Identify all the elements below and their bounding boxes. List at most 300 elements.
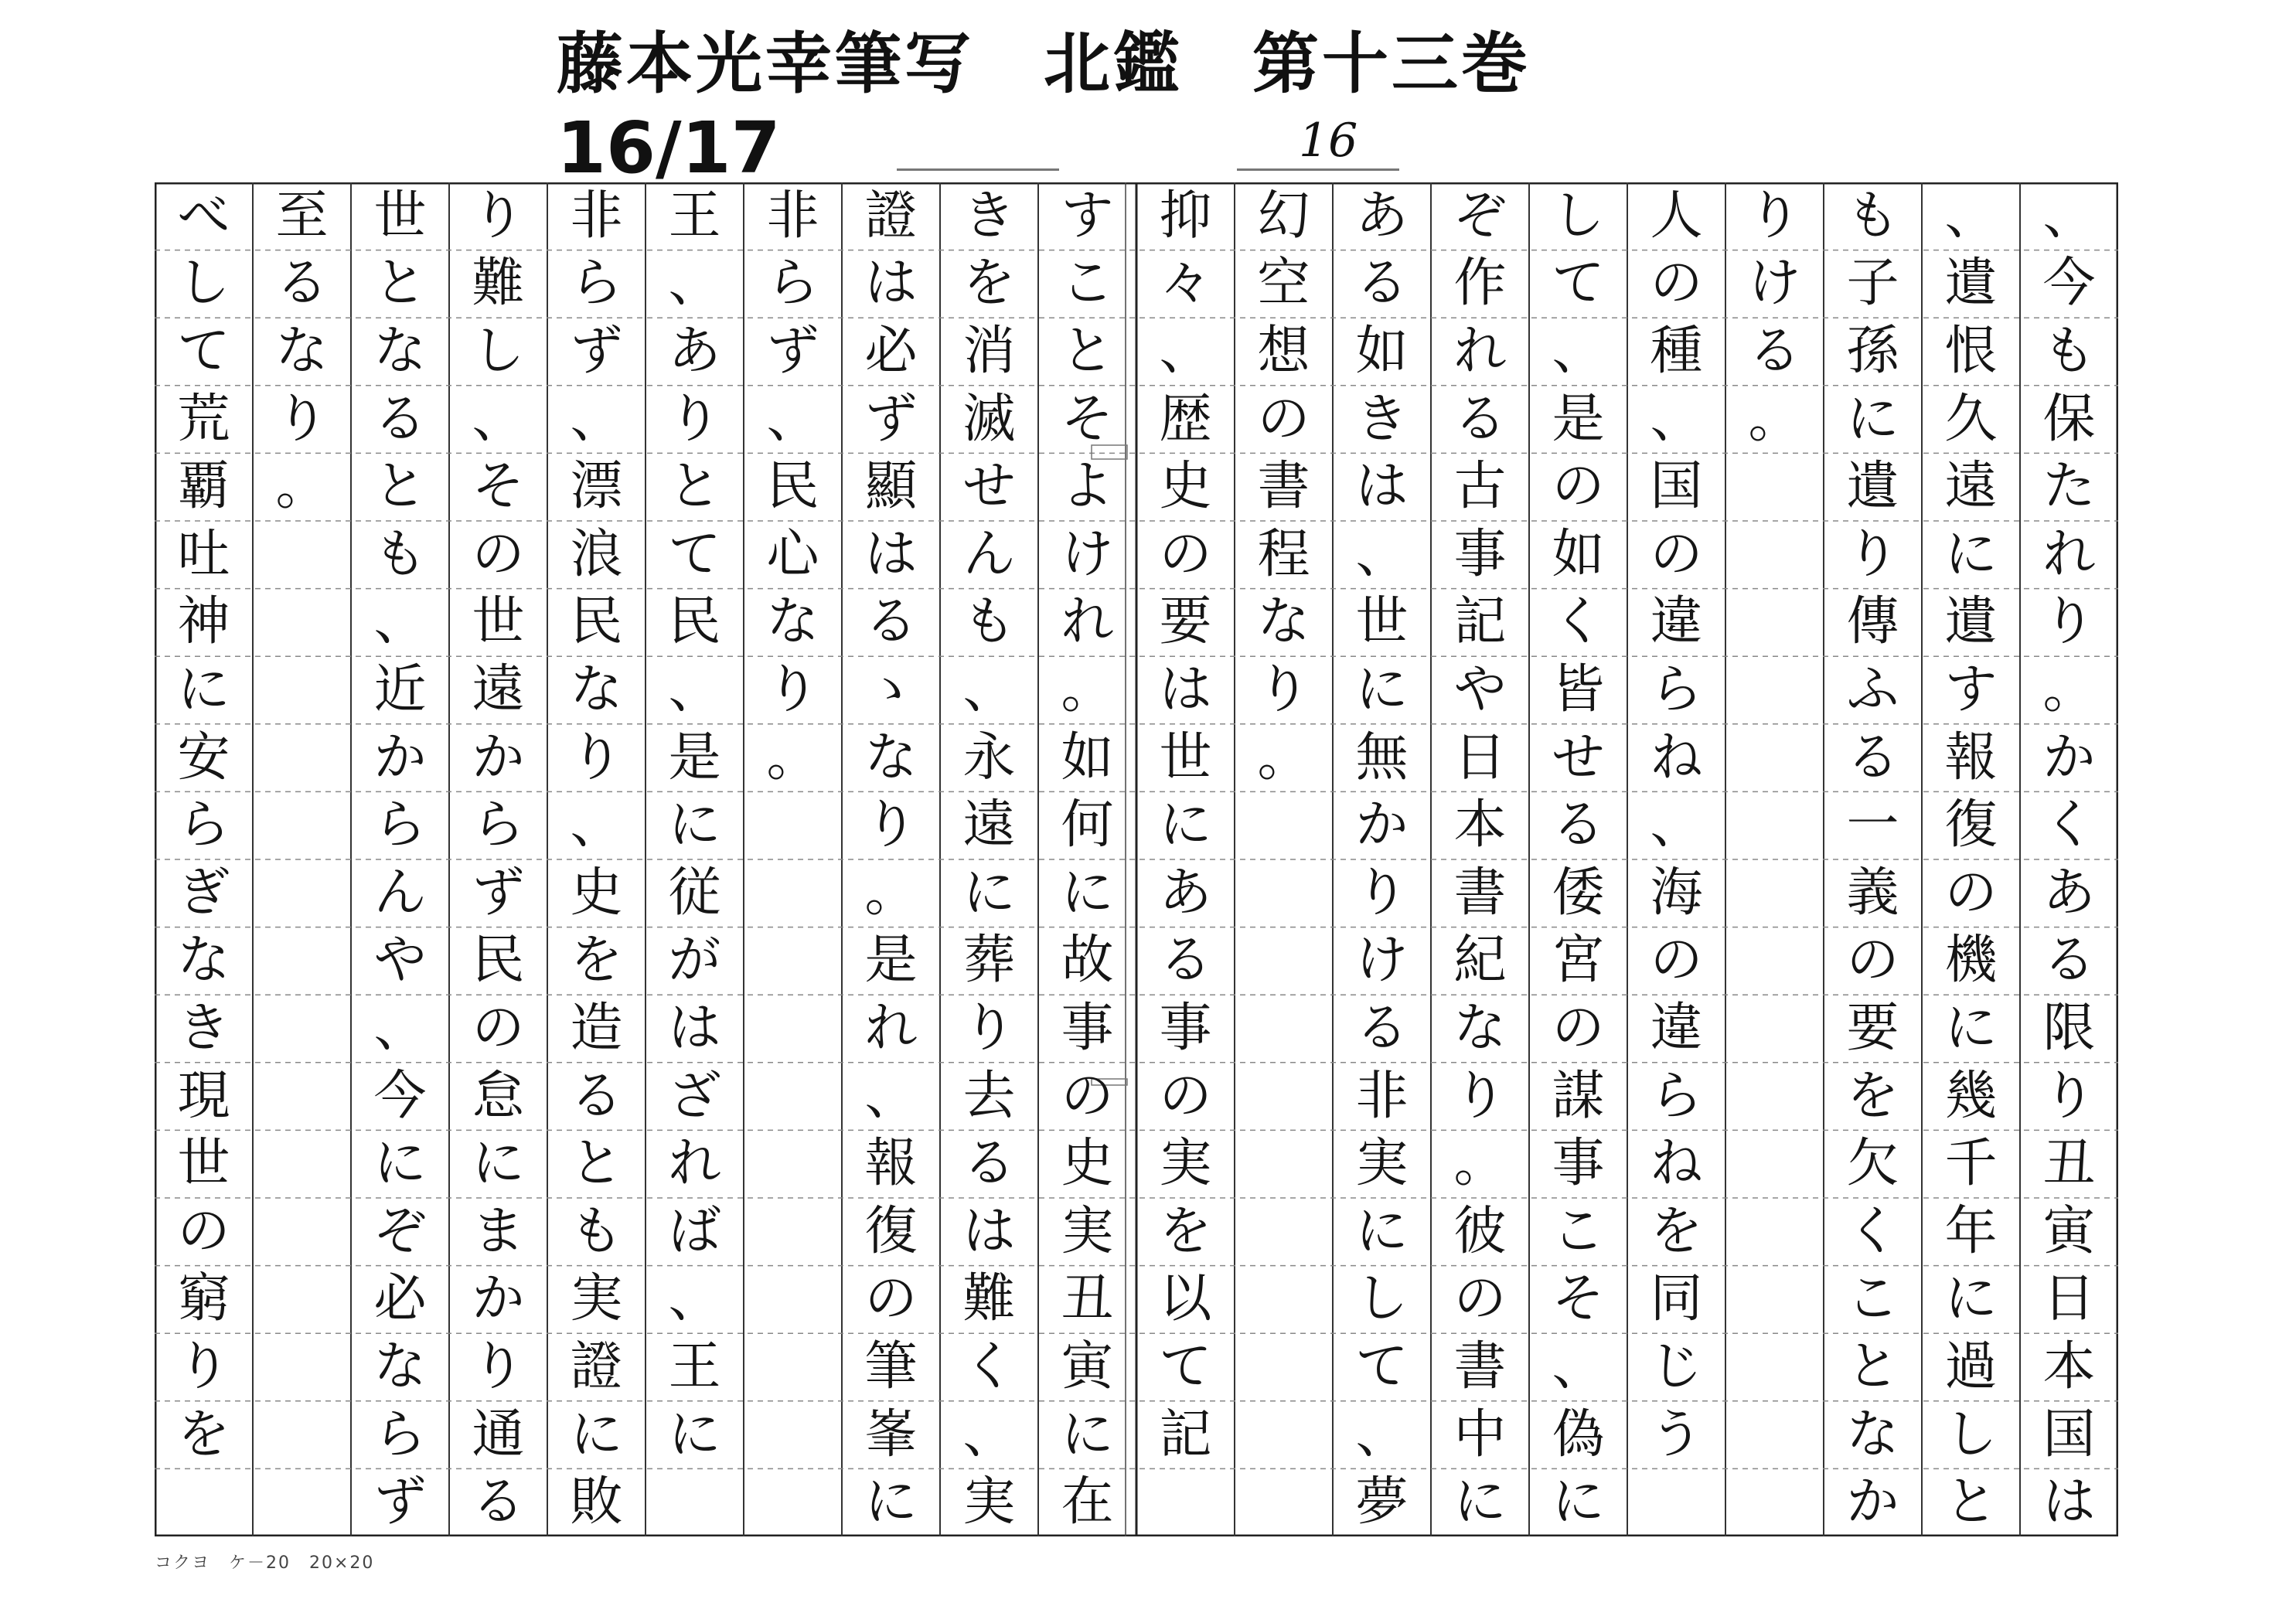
manuscript-cell: も bbox=[2042, 320, 2096, 382]
manuscript-cell: れ bbox=[1453, 320, 1507, 382]
manuscript-cell: り bbox=[472, 1335, 525, 1397]
manuscript-cell: 、 bbox=[668, 1268, 721, 1330]
manuscript-cell: か bbox=[472, 1268, 525, 1330]
manuscript-cell: か bbox=[373, 726, 427, 788]
manuscript-cell: の bbox=[472, 997, 525, 1059]
manuscript-cell: 何 bbox=[1061, 794, 1114, 856]
manuscript-cell: る bbox=[962, 1133, 1016, 1195]
manuscript-cell: 世 bbox=[1159, 726, 1212, 788]
pen-underline-right bbox=[1237, 168, 1399, 171]
manuscript-cell: 紀 bbox=[1453, 930, 1507, 992]
manuscript-cell: 本 bbox=[1453, 794, 1507, 856]
manuscript-cell: ら bbox=[373, 1404, 427, 1465]
manuscript-cell: な bbox=[864, 726, 918, 788]
manuscript-cell: ず bbox=[864, 388, 918, 450]
manuscript-cell: に bbox=[1355, 658, 1409, 720]
manuscript-cell: と bbox=[668, 456, 721, 518]
manuscript-cell: く bbox=[962, 1335, 1016, 1397]
manuscript-cell: 倭 bbox=[1552, 862, 1605, 924]
manuscript-cell: け bbox=[1061, 523, 1114, 585]
manuscript-cell: 民 bbox=[668, 591, 721, 653]
manuscript-cell: 、 bbox=[1944, 185, 1998, 247]
manuscript-cell: 歴 bbox=[1159, 388, 1212, 450]
manuscript-cell: す bbox=[1061, 185, 1114, 247]
manuscript-cell: 心 bbox=[766, 523, 819, 585]
manuscript-cell: な bbox=[275, 320, 329, 382]
manuscript-cell: ん bbox=[373, 862, 427, 924]
manuscript-cell: 抑 bbox=[1159, 185, 1212, 247]
manuscript-cell: 謀 bbox=[1552, 1065, 1605, 1127]
manuscript-cell: 、 bbox=[373, 591, 427, 653]
manuscript-cell: あ bbox=[1355, 185, 1409, 247]
manuscript-cell: れ bbox=[668, 1133, 721, 1195]
manuscript-column bbox=[940, 182, 1038, 1536]
manuscript-cell: と bbox=[570, 1133, 623, 1195]
manuscript-cell: な bbox=[1453, 997, 1507, 1059]
manuscript-cell: て bbox=[668, 523, 721, 585]
manuscript-cell: 同 bbox=[1650, 1268, 1703, 1330]
manuscript-cell: 実 bbox=[1159, 1133, 1212, 1195]
manuscript-cell: 遠 bbox=[472, 658, 525, 720]
manuscript-cell: 難 bbox=[472, 253, 525, 315]
manuscript-cell: 今 bbox=[373, 1065, 427, 1127]
manuscript-column bbox=[2020, 182, 2118, 1536]
manuscript-cell: を bbox=[177, 1404, 230, 1465]
manuscript-cell: に bbox=[1552, 1472, 1605, 1533]
manuscript-cell: 、 bbox=[373, 997, 427, 1059]
manuscript-cell: 神 bbox=[177, 591, 230, 653]
manuscript-cell: 報 bbox=[1944, 726, 1998, 788]
manuscript-cell: し bbox=[177, 253, 230, 315]
manuscript-cell: り bbox=[570, 726, 623, 788]
manuscript-cell: し bbox=[1355, 1268, 1409, 1330]
manuscript-column bbox=[155, 182, 253, 1536]
manuscript-cell: ぞ bbox=[373, 1200, 427, 1262]
manuscript-cell: る bbox=[864, 591, 918, 653]
manuscript-cell: 造 bbox=[570, 997, 623, 1059]
manuscript-cell: る bbox=[472, 1472, 525, 1533]
manuscript-cell: り bbox=[177, 1335, 230, 1397]
manuscript-cell: は bbox=[864, 523, 918, 585]
manuscript-cell: な bbox=[1257, 591, 1310, 653]
manuscript-cell: 保 bbox=[2042, 388, 2096, 450]
manuscript-cell: り bbox=[275, 388, 329, 450]
manuscript-cell: に bbox=[1944, 523, 1998, 585]
manuscript-cell: 遠 bbox=[1944, 456, 1998, 518]
manuscript-cell: り bbox=[1748, 185, 1801, 247]
manuscript-cell: 、 bbox=[570, 794, 623, 856]
manuscript-cell: 空 bbox=[1257, 253, 1310, 315]
manuscript-cell: る bbox=[2042, 930, 2096, 992]
manuscript-cell: き bbox=[962, 185, 1016, 247]
manuscript-cell: ら bbox=[1650, 658, 1703, 720]
manuscript-cell: る bbox=[1355, 253, 1409, 315]
manuscript-cell: 丑 bbox=[1061, 1268, 1114, 1330]
manuscript-cell: 記 bbox=[1453, 591, 1507, 653]
manuscript-cell: ず bbox=[570, 320, 623, 382]
manuscript-cell: す bbox=[1944, 658, 1998, 720]
manuscript-cell: は bbox=[2042, 1472, 2096, 1533]
manuscript-cell: 種 bbox=[1650, 320, 1703, 382]
manuscript-cell: 人 bbox=[1650, 185, 1703, 247]
manuscript-cell: ぎ bbox=[177, 862, 230, 924]
manuscript-cell: に bbox=[1061, 862, 1114, 924]
manuscript-column bbox=[1824, 182, 1922, 1536]
manuscript-cell: 王 bbox=[668, 185, 721, 247]
manuscript-cell: き bbox=[1355, 388, 1409, 450]
manuscript-cell: 。 bbox=[275, 456, 329, 518]
manuscript-cell: 実 bbox=[570, 1268, 623, 1330]
manuscript-cell: け bbox=[1355, 930, 1409, 992]
manuscript-cell: 漂 bbox=[570, 456, 623, 518]
manuscript-cell: 葬 bbox=[962, 930, 1016, 992]
manuscript-cell: て bbox=[1159, 1335, 1212, 1397]
manuscript-cell: ず bbox=[472, 862, 525, 924]
manuscript-cell: 、 bbox=[1552, 320, 1605, 382]
manuscript-column bbox=[1529, 182, 1627, 1536]
manuscript-cell: に bbox=[570, 1404, 623, 1465]
manuscript-column bbox=[1136, 182, 1235, 1536]
manuscript-cell: け bbox=[1748, 253, 1801, 315]
manuscript-cell: り bbox=[472, 185, 525, 247]
manuscript-cell: 、 bbox=[1355, 523, 1409, 585]
page-number: 16/17 bbox=[557, 107, 781, 189]
manuscript-cell: る bbox=[275, 253, 329, 315]
manuscript-cell: 覇 bbox=[177, 456, 230, 518]
manuscript-cell: の bbox=[864, 1268, 918, 1330]
manuscript-cell: る bbox=[373, 388, 427, 450]
manuscript-cell: 必 bbox=[373, 1268, 427, 1330]
manuscript-cell: は bbox=[962, 1200, 1016, 1262]
manuscript-cell: 偽 bbox=[1552, 1404, 1605, 1465]
manuscript-cell: 吐 bbox=[177, 523, 230, 585]
manuscript-cell: 記 bbox=[1159, 1404, 1212, 1465]
manuscript-cell: 無 bbox=[1355, 726, 1409, 788]
manuscript-column bbox=[1333, 182, 1431, 1536]
manuscript-cell: に bbox=[668, 1404, 721, 1465]
manuscript-cell: な bbox=[373, 1335, 427, 1397]
manuscript-cell: 筆 bbox=[864, 1335, 918, 1397]
manuscript-cell: 窮 bbox=[177, 1268, 230, 1330]
manuscript-cell: 事 bbox=[1552, 1133, 1605, 1195]
manuscript-cell: 遺 bbox=[1944, 591, 1998, 653]
manuscript-cell: と bbox=[1944, 1472, 1998, 1533]
manuscript-column bbox=[646, 182, 744, 1536]
manuscript-cell: り bbox=[668, 388, 721, 450]
manuscript-cell: 事 bbox=[1159, 997, 1212, 1059]
manuscript-cell: せ bbox=[962, 456, 1016, 518]
manuscript-cell: せ bbox=[1552, 726, 1605, 788]
manuscript-cell: 限 bbox=[2042, 997, 2096, 1059]
manuscript-cell: 峯 bbox=[864, 1404, 918, 1465]
manuscript-column bbox=[744, 182, 842, 1536]
manuscript-cell: 、 bbox=[668, 658, 721, 720]
manuscript-cell: 程 bbox=[1257, 523, 1310, 585]
manuscript-cell: 在 bbox=[1061, 1472, 1114, 1533]
manuscript-cell: る bbox=[1552, 794, 1605, 856]
manuscript-cell: 実 bbox=[962, 1472, 1016, 1533]
manuscript-cell: 世 bbox=[177, 1133, 230, 1195]
manuscript-cell: な bbox=[766, 591, 819, 653]
manuscript-cell: り bbox=[2042, 591, 2096, 653]
manuscript-cell: 民 bbox=[472, 930, 525, 992]
manuscript-cell: 想 bbox=[1257, 320, 1310, 382]
manuscript-cell: の bbox=[1650, 253, 1703, 315]
manuscript-cell: 遺 bbox=[1846, 456, 1899, 518]
manuscript-cell: し bbox=[1552, 185, 1605, 247]
manuscript-cell: き bbox=[177, 997, 230, 1059]
manuscript-cell: れ bbox=[1061, 591, 1114, 653]
manuscript-cell: に bbox=[1944, 1268, 1998, 1330]
manuscript-cell: の bbox=[1944, 862, 1998, 924]
manuscript-cell: 、 bbox=[1552, 1335, 1605, 1397]
manuscript-column bbox=[1627, 182, 1725, 1536]
page-title: 藤本光幸筆写 北鑑 第十三巻 bbox=[557, 26, 1531, 103]
manuscript-cell: か bbox=[2042, 726, 2096, 788]
manuscript-cell: 書 bbox=[1453, 1335, 1507, 1397]
manuscript-cell: 書 bbox=[1257, 456, 1310, 518]
manuscript-cell: に bbox=[177, 658, 230, 720]
manuscript-cell: 本 bbox=[2042, 1335, 2096, 1397]
manuscript-cell: の bbox=[1061, 1065, 1114, 1127]
manuscript-cell: れ bbox=[2042, 523, 2096, 585]
manuscript-cell: や bbox=[373, 930, 427, 992]
manuscript-cell: と bbox=[373, 456, 427, 518]
manuscript-cell: 非 bbox=[766, 185, 819, 247]
manuscript-cell: 要 bbox=[1159, 591, 1212, 653]
manuscript-cell: 国 bbox=[1650, 456, 1703, 518]
manuscript-cell: 、 bbox=[668, 253, 721, 315]
manuscript-cell: 丑 bbox=[2042, 1133, 2096, 1195]
manuscript-cell: と bbox=[1061, 320, 1114, 382]
manuscript-cell: を bbox=[1159, 1200, 1212, 1262]
manuscript-cell: る bbox=[570, 1065, 623, 1127]
manuscript-cell: 王 bbox=[668, 1335, 721, 1397]
manuscript-cell: ざ bbox=[668, 1065, 721, 1127]
manuscript-cell: の bbox=[1159, 523, 1212, 585]
manuscript-cell: の bbox=[1257, 388, 1310, 450]
manuscript-cell: 。 bbox=[864, 862, 918, 924]
manuscript-cell: 如 bbox=[1552, 523, 1605, 585]
manuscript-cell: 、 bbox=[1650, 794, 1703, 856]
manuscript-cell: 彼 bbox=[1453, 1200, 1507, 1262]
manuscript-cell: く bbox=[2042, 794, 2096, 856]
manuscript-cell: 恨 bbox=[1944, 320, 1998, 382]
manuscript-cell: 幻 bbox=[1257, 185, 1310, 247]
manuscript-column bbox=[449, 182, 547, 1536]
manuscript-cell: 、 bbox=[962, 1404, 1016, 1465]
manuscript-cell: る bbox=[1355, 997, 1409, 1059]
manuscript-cell: 去 bbox=[962, 1065, 1016, 1127]
manuscript-cell: 、 bbox=[570, 388, 623, 450]
manuscript-cell: も bbox=[570, 1200, 623, 1262]
manuscript-cell: し bbox=[472, 320, 525, 382]
manuscript-cell: も bbox=[1846, 185, 1899, 247]
manuscript-cell: 年 bbox=[1944, 1200, 1998, 1262]
manuscript-cell: 幾 bbox=[1944, 1065, 1998, 1127]
manuscript-cell: に bbox=[962, 862, 1016, 924]
manuscript-cell: 海 bbox=[1650, 862, 1703, 924]
manuscript-cell: あ bbox=[668, 320, 721, 382]
manuscript-cell: よ bbox=[1061, 456, 1114, 518]
manuscript-cell: 必 bbox=[864, 320, 918, 382]
manuscript-cell: を bbox=[1846, 1065, 1899, 1127]
manuscript-cell: 、 bbox=[472, 388, 525, 450]
manuscript-cell: く bbox=[1846, 1200, 1899, 1262]
manuscript-cell: 報 bbox=[864, 1133, 918, 1195]
manuscript-cell: 従 bbox=[668, 862, 721, 924]
manuscript-cell: ぞ bbox=[1453, 185, 1507, 247]
manuscript-cell: 事 bbox=[1453, 523, 1507, 585]
manuscript-cell: な bbox=[177, 930, 230, 992]
manuscript-cell: ら bbox=[766, 253, 819, 315]
manuscript-cell: 過 bbox=[1944, 1335, 1998, 1397]
manuscript-column bbox=[1922, 182, 2020, 1536]
manuscript-cell: ふ bbox=[1846, 658, 1899, 720]
manuscript-cell: の bbox=[1650, 523, 1703, 585]
manuscript-cell: 千 bbox=[1944, 1133, 1998, 1195]
manuscript-cell: 、 bbox=[766, 388, 819, 450]
manuscript-cell: を bbox=[570, 930, 623, 992]
manuscript-cell: 復 bbox=[1944, 794, 1998, 856]
manuscript-cell: な bbox=[1846, 1404, 1899, 1465]
manuscript-column bbox=[1038, 182, 1136, 1536]
manuscript-cell: 々 bbox=[1159, 253, 1212, 315]
manuscript-cell: 違 bbox=[1650, 997, 1703, 1059]
manuscript-cell: 、 bbox=[864, 1065, 918, 1127]
manuscript-cell: に bbox=[864, 1472, 918, 1533]
manuscript-cell: 国 bbox=[2042, 1404, 2096, 1465]
manuscript-cell: 遠 bbox=[962, 794, 1016, 856]
manuscript-cell: も bbox=[373, 523, 427, 585]
manuscript-cell: ゝ bbox=[864, 658, 918, 720]
manuscript-cell: 永 bbox=[962, 726, 1016, 788]
manuscript-cell: の bbox=[1453, 1268, 1507, 1330]
manuscript-cell: 寅 bbox=[2042, 1200, 2096, 1262]
manuscript-cell: 遺 bbox=[1944, 253, 1998, 315]
manuscript-cell: の bbox=[1552, 456, 1605, 518]
manuscript-cell: 日 bbox=[1453, 726, 1507, 788]
manuscript-cell: く bbox=[1552, 591, 1605, 653]
manuscript-cell: じ bbox=[1650, 1335, 1703, 1397]
manuscript-cell: の bbox=[1650, 930, 1703, 992]
manuscript-cell: 孫 bbox=[1846, 320, 1899, 382]
manuscript-cell: 要 bbox=[1846, 997, 1899, 1059]
manuscript-cell: の bbox=[472, 523, 525, 585]
manuscript-cell: り bbox=[1846, 523, 1899, 585]
manuscript-cell: 復 bbox=[864, 1200, 918, 1262]
manuscript-cell: 世 bbox=[1355, 591, 1409, 653]
manuscript-cell: 。 bbox=[1257, 726, 1310, 788]
manuscript-column bbox=[253, 182, 351, 1536]
manuscript-cell: 史 bbox=[1061, 1133, 1114, 1195]
manuscript-cell: 傳 bbox=[1846, 591, 1899, 653]
manuscript-cell: か bbox=[1355, 794, 1409, 856]
manuscript-cell: こ bbox=[1061, 253, 1114, 315]
manuscript-cell: 。 bbox=[1453, 1133, 1507, 1195]
manuscript-cell: 是 bbox=[864, 930, 918, 992]
manuscript-cell: 書 bbox=[1453, 862, 1507, 924]
manuscript-cell: れ bbox=[864, 997, 918, 1059]
manuscript-cell: り bbox=[1257, 658, 1310, 720]
pen-underline bbox=[897, 168, 1059, 171]
paper-form-label: コクヨ ケ－20 20×20 bbox=[155, 1553, 375, 1573]
manuscript-column bbox=[547, 182, 646, 1536]
manuscript-cell: る bbox=[1453, 388, 1507, 450]
manuscript-cell: 現 bbox=[177, 1065, 230, 1127]
manuscript-cell: 安 bbox=[177, 726, 230, 788]
manuscript-cell: の bbox=[1159, 1065, 1212, 1127]
manuscript-cell: 是 bbox=[1552, 388, 1605, 450]
manuscript-cell: は bbox=[668, 997, 721, 1059]
manuscript-cell: ら bbox=[177, 794, 230, 856]
manuscript-cell: あ bbox=[1159, 862, 1212, 924]
manuscript-cell: 難 bbox=[962, 1268, 1016, 1330]
manuscript-column bbox=[1431, 182, 1529, 1536]
manuscript-cell: 證 bbox=[864, 185, 918, 247]
manuscript-column bbox=[1235, 182, 1333, 1536]
manuscript-cell: 怠 bbox=[472, 1065, 525, 1127]
manuscript-cell: ね bbox=[1650, 1133, 1703, 1195]
manuscript-cell: と bbox=[373, 253, 427, 315]
manuscript-cell: り bbox=[1453, 1065, 1507, 1127]
manuscript-cell: り bbox=[864, 794, 918, 856]
manuscript-cell: あ bbox=[2042, 862, 2096, 924]
manuscript-cell: を bbox=[1650, 1200, 1703, 1262]
manuscript-cell: に bbox=[668, 794, 721, 856]
manuscript-cell: と bbox=[1846, 1335, 1899, 1397]
manuscript-cell: り bbox=[2042, 1065, 2096, 1127]
manuscript-cell: ば bbox=[668, 1200, 721, 1262]
manuscript-cell: り bbox=[962, 997, 1016, 1059]
manuscript-cell: に bbox=[373, 1133, 427, 1195]
manuscript-cell: も bbox=[962, 591, 1016, 653]
manuscript-cell: べ bbox=[177, 185, 230, 247]
manuscript-cell: 欠 bbox=[1846, 1133, 1899, 1195]
manuscript-cell: 非 bbox=[1355, 1065, 1409, 1127]
manuscript-cell: 近 bbox=[373, 658, 427, 720]
manuscript-cell: 義 bbox=[1846, 862, 1899, 924]
manuscript-cell: 顯 bbox=[864, 456, 918, 518]
manuscript-cell: こ bbox=[1846, 1268, 1899, 1330]
manuscript-cell: ら bbox=[373, 794, 427, 856]
manuscript-cell: な bbox=[570, 658, 623, 720]
manuscript-cell: 世 bbox=[472, 591, 525, 653]
manuscript-cell: ま bbox=[472, 1200, 525, 1262]
manuscript-cell: 。 bbox=[2042, 658, 2096, 720]
manuscript-cell: 世 bbox=[373, 185, 427, 247]
manuscript-cell: 如 bbox=[1355, 320, 1409, 382]
manuscript-cell: 子 bbox=[1846, 253, 1899, 315]
manuscript-cell: 史 bbox=[1159, 456, 1212, 518]
manuscript-cell: 中 bbox=[1453, 1404, 1507, 1465]
manuscript-cell: 滅 bbox=[962, 388, 1016, 450]
manuscript-cell: り bbox=[766, 658, 819, 720]
manuscript-cell: 故 bbox=[1061, 930, 1114, 992]
manuscript-cell: 事 bbox=[1061, 997, 1114, 1059]
manuscript-cell: 実 bbox=[1061, 1200, 1114, 1262]
manuscript-cell: そ bbox=[1061, 388, 1114, 450]
manuscript-cell: 、 bbox=[1355, 1404, 1409, 1465]
manuscript-paper bbox=[155, 182, 2118, 1536]
manuscript-column bbox=[1725, 182, 1824, 1536]
manuscript-cell: 作 bbox=[1453, 253, 1507, 315]
manuscript-cell: 皆 bbox=[1552, 658, 1605, 720]
manuscript-cell: 、 bbox=[1159, 320, 1212, 382]
manuscript-cell: 久 bbox=[1944, 388, 1998, 450]
manuscript-cell: 。 bbox=[1748, 388, 1801, 450]
manuscript-cell: 一 bbox=[1846, 794, 1899, 856]
